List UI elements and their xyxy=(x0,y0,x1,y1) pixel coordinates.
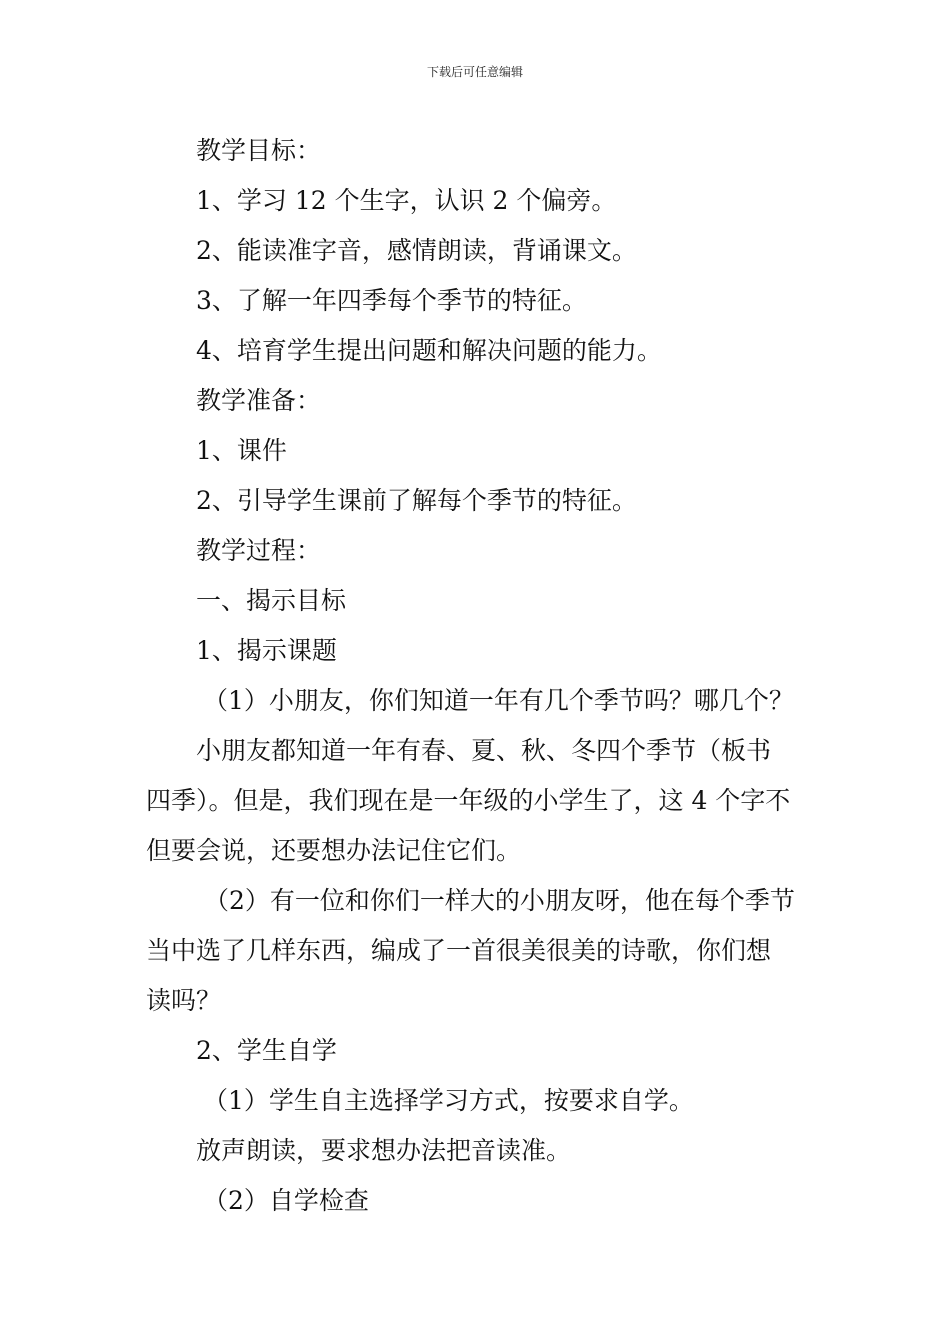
paragraph-line: 小朋友都知道一年有春、夏、秋、冬四个季节（板书 xyxy=(196,736,772,765)
paragraph-line: 放声朗读，要求想办法把音读准。 xyxy=(196,1136,572,1165)
paragraph-line: 读吗？ xyxy=(146,986,222,1015)
section-heading-1: 一、揭示目标 xyxy=(196,586,347,615)
paragraph-line: （2）有一位和你们一样大的小朋友呀，他在每个季节 xyxy=(204,886,795,915)
teaching-goals-heading: 教学目标： xyxy=(196,136,322,165)
goal-item-2: 2、能读准字音，感情朗读，背诵课文。 xyxy=(196,236,637,265)
goal-item-3: 3、了解一年四季每个季节的特征。 xyxy=(196,286,587,315)
subsection-heading-2: 2、学生自学 xyxy=(196,1036,337,1065)
goal-item-4: 4、培育学生提出问题和解决问题的能力。 xyxy=(196,336,662,365)
preparation-item-1: 1、课件 xyxy=(196,436,287,465)
paragraph-line: （1）学生自主选择学习方式，按要求自学。 xyxy=(203,1086,694,1115)
subsection-heading-1: 1、揭示课题 xyxy=(196,636,337,665)
teaching-preparation-heading: 教学准备： xyxy=(196,386,322,415)
document-body xyxy=(146,126,811,1226)
paragraph-line: 四季）。但是，我们现在是一年级的小学生了，这 4 个字不 xyxy=(146,786,791,815)
goal-item-1: 1、学习 12 个生字，认识 2 个偏旁。 xyxy=(196,186,617,215)
preparation-item-2: 2、引导学生课前了解每个季节的特征。 xyxy=(196,486,637,515)
teaching-process-heading: 教学过程： xyxy=(196,536,322,565)
paragraph-line: 当中选了几样东西，编成了一首很美很美的诗歌，你们想 xyxy=(146,936,772,965)
paragraph-line: （2）自学检查 xyxy=(203,1186,369,1215)
paragraph-line: 但要会说，还要想办法记住它们。 xyxy=(146,836,522,865)
page-header-note: 下载后可任意编辑 xyxy=(426,65,523,79)
paragraph-line: （1）小朋友，你们知道一年有几个季节吗？哪几个？ xyxy=(203,686,794,715)
